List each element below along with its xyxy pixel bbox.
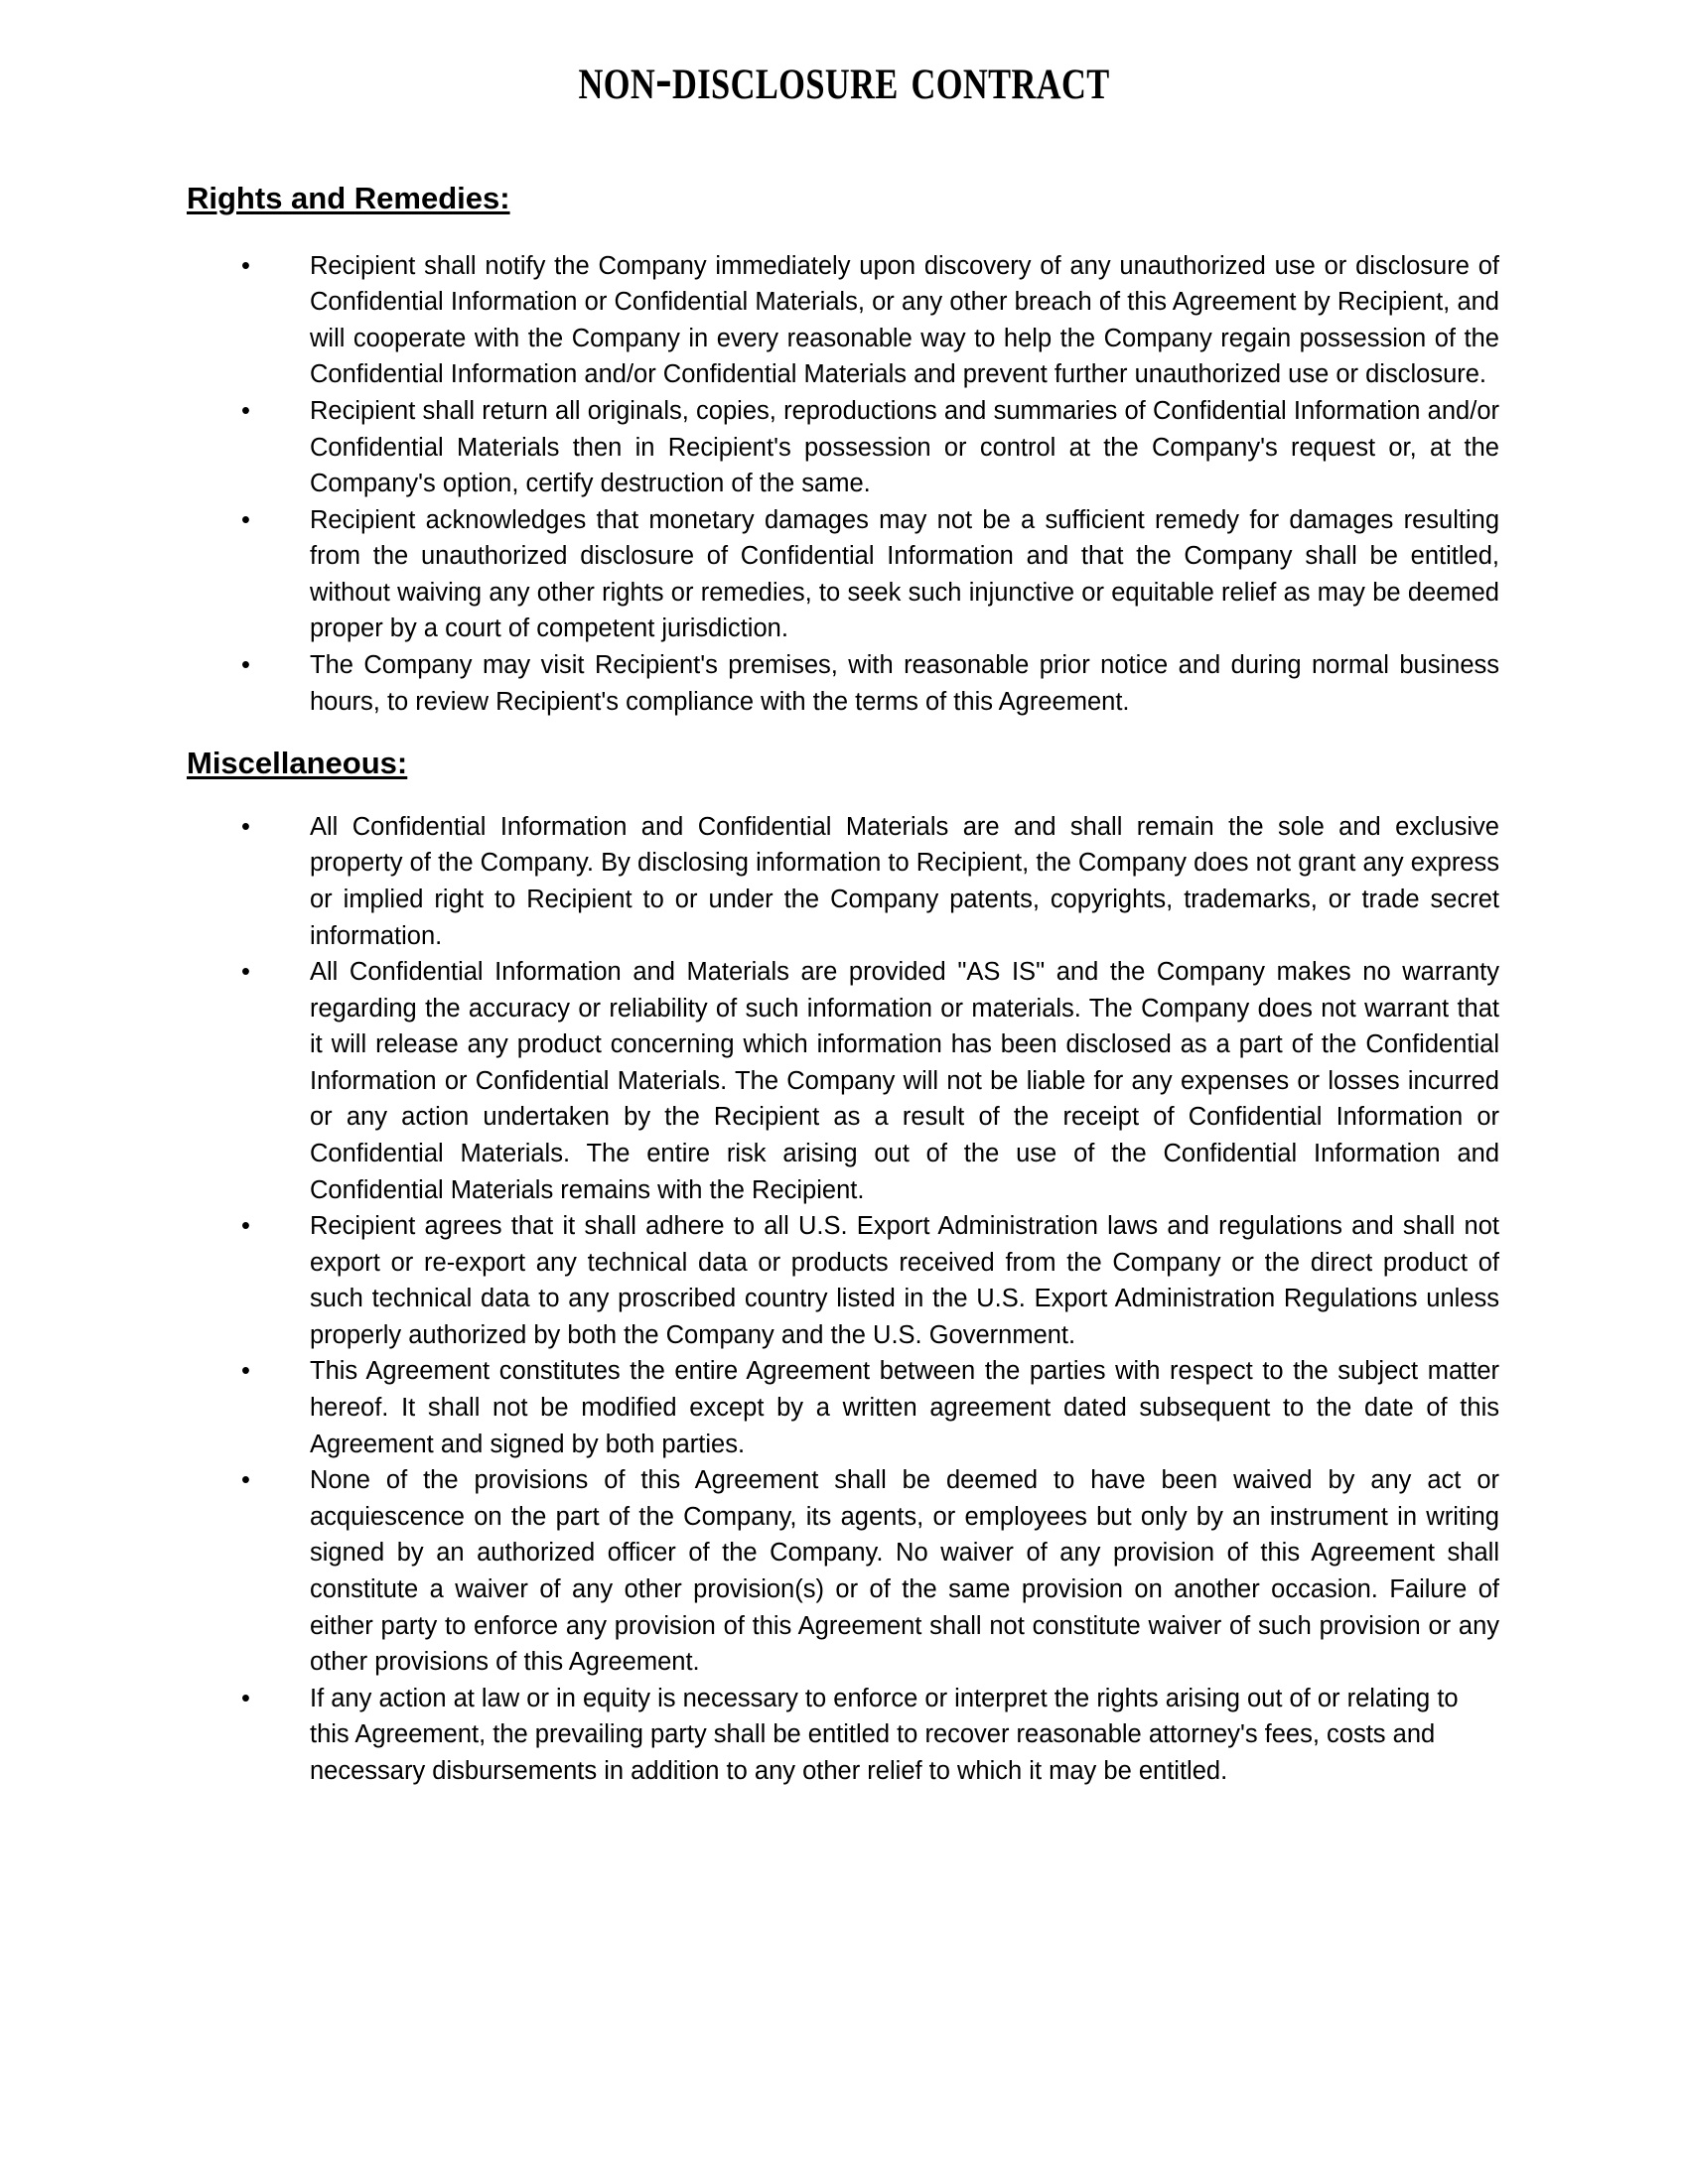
bullet-icon: • (241, 812, 250, 841)
bullet-icon: • (241, 958, 250, 987)
list-item (241, 1462, 1499, 1680)
section-heading-rights-and-remedies: Rights and Remedies: (187, 181, 510, 215)
list-item (241, 954, 1499, 1208)
bullet-icon: • (241, 251, 250, 280)
bullet-list-rights-and-remedies (187, 216, 1499, 721)
section-heading-miscellaneous: Miscellaneous: (187, 746, 408, 781)
list-item (241, 1681, 1499, 1790)
bullet-icon: • (241, 1466, 250, 1495)
list-item-text: All Confidential Information and Materials are provided "AS IS" and the Company makes no warranty regarding the accuracy or reliability of such information or materials. The Company does not warrant that it will release any product concerning which information has been disclosed as a part of the Confidential Information or Confidential Materials. The Company will not be liable for any expenses or losses incurred or any action undertaken by the Recipient as a result of the receipt of Confidential Information or Confidential Materials. The entire risk arising out of the use of the Confidential Information and Confidential Materials remains with the Recipient. (310, 958, 1499, 1204)
list-item-text: Recipient acknowledges that monetary damages may not be a sufficient remedy for damages resulting from the unauthorized disclosure of Confidential Information and that the Company shall be entitled, without waiving any other rights or remedies, to seek such injunctive or equitable relief as may be deemed proper by a court of competent jurisdiction. (310, 505, 1499, 643)
bullet-list-miscellaneous (187, 781, 1499, 1790)
list-item-text: This Agreement constitutes the entire Agreement between the parties with respect to the subject matter hereof. It shall not be modified except by a written agreement dated subsequent to the date of this Agreement and signed by both parties. (310, 1357, 1499, 1458)
list-item-text: Recipient shall return all originals, copies, reproductions and summaries of Confidential Information and/or Confidential Materials then in Recipient's possession or control at the Company's request or, at the Company's option, certify destruction of the same. (310, 396, 1499, 498)
list-item-text: Recipient shall notify the Company immediately upon discovery of any unauthorized use or disclosure of Confidential Information or Confidential Materials, or any other breach of this Agreement by Recipient, and will cooperate with the Company in every reasonable way to help the Company regain possession of the Confidential Information and/or Confidential Materials and prevent further unauthorized use or disclosure. (310, 251, 1499, 389)
bullet-icon: • (241, 505, 250, 534)
list-item (241, 1208, 1499, 1353)
list-item (241, 809, 1499, 954)
list-item (241, 502, 1499, 647)
list-item (241, 1353, 1499, 1462)
bullet-icon: • (241, 396, 250, 425)
list-item (241, 248, 1499, 393)
list-item-text: None of the provisions of this Agreement shall be deemed to have been waived by any act or acquiescence on the part of the Company, its agents, or employees but only by an instrument in writing signed by an authorized officer of the Company. No waiver of any provision of this Agreement shall constitute a waiver of any other provision(s) or of the same provision on another occasion. Failure of either party to enforce any provision of this Agreement shall not constitute waiver of such provision or any other provisions of this Agreement. (310, 1466, 1499, 1677)
bullet-icon: • (241, 1684, 250, 1712)
list-item-text: The Company may visit Recipient's premises, with reasonable prior notice and during normal business hours, to review Recipient's compliance with the terms of this Agreement. (310, 651, 1499, 716)
bullet-icon: • (241, 1357, 250, 1386)
list-item (241, 393, 1499, 502)
document-body (0, 109, 1688, 1789)
page-title: non-disclosure contract (578, 45, 1110, 112)
list-item-text: All Confidential Information and Confidential Materials are and shall remain the sole and exclusive property of the Company. By disclosing information to Recipient, the Company does not grant any express or implied right to Recipient to or under the Company patents, copyrights, trademarks, or trade secret information. (310, 812, 1499, 950)
list-item-text: Recipient agrees that it shall adhere to all U.S. Export Administration laws and regulations and shall not export or re-export any technical data or products received from the Company or the direct product of such technical data to any proscribed country listed in the U.S. Export Administration Regulations unless properly authorized by both the Company and the U.S. Government. (310, 1212, 1499, 1349)
bullet-icon: • (241, 651, 250, 679)
list-item-text: If any action at law or in equity is necessary to enforce or interpret the rights arising out of or relating to this Agreement, the prevailing party shall be entitled to recover reasonable attorney's fees, costs and necessary disbursements in addition to any other relief to which it may be entitled. (310, 1684, 1459, 1785)
bullet-icon: • (241, 1212, 250, 1241)
list-item (241, 647, 1499, 720)
